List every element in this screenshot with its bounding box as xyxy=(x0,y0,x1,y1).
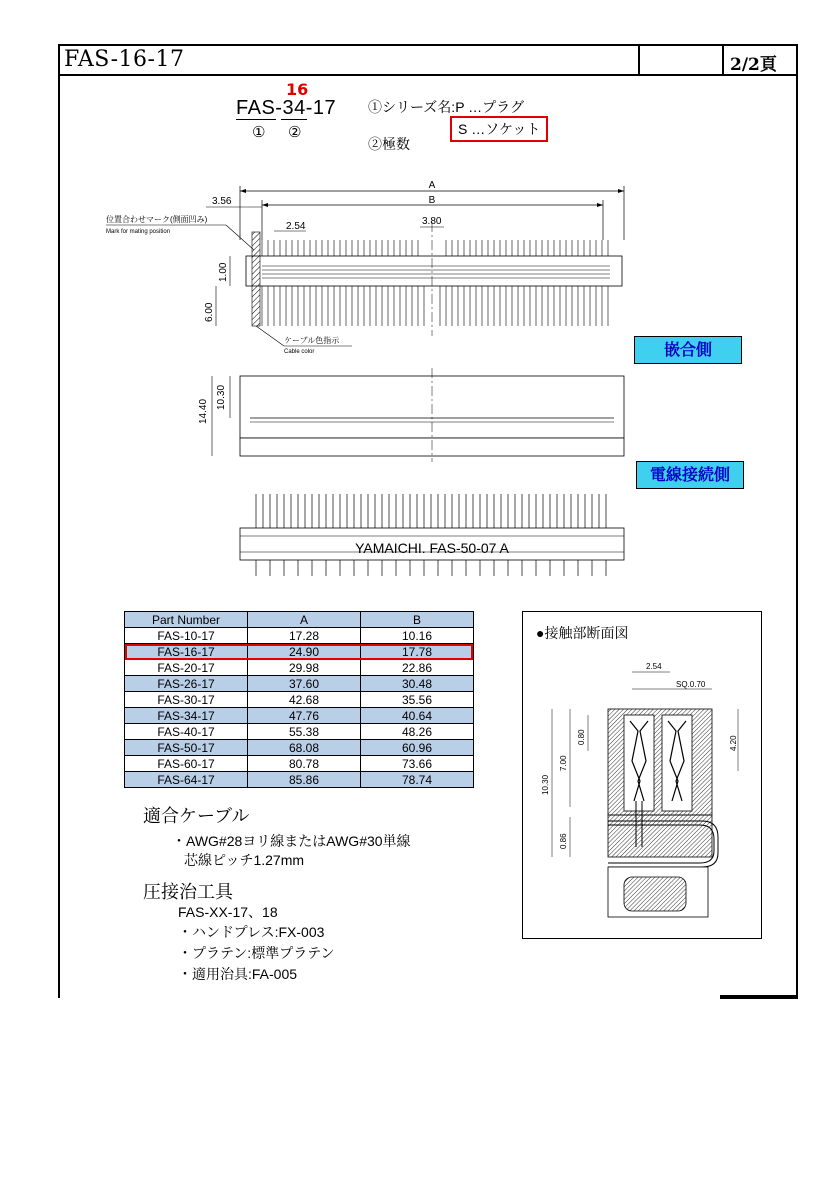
wire-side-badge: 電線接続側 xyxy=(636,461,744,489)
dim-420-cs: 4.20 xyxy=(729,735,738,751)
table-row: FAS-40-17 55.38 48.26 xyxy=(125,724,474,740)
frame-bottom-mark xyxy=(720,995,798,999)
dim-254-cs: 2.54 xyxy=(646,662,662,671)
dim-254: 2.54 xyxy=(286,221,306,232)
highlight-box xyxy=(125,644,473,660)
mating-side-badge: 嵌合側 xyxy=(634,336,742,364)
header-b: B xyxy=(361,612,474,628)
dim-1030-cs: 10.30 xyxy=(541,774,550,795)
tool-title: 圧接治工具 xyxy=(143,882,233,902)
cable-title: 適合ケーブル xyxy=(143,806,250,826)
dim-600: 6.00 xyxy=(204,302,215,322)
tool-line1: FAS-XX-17、18 xyxy=(178,904,278,920)
table-row: FAS-30-17 42.68 35.56 xyxy=(125,692,474,708)
dim-700-cs: 7.00 xyxy=(559,755,568,771)
table-row: FAS-60-17 80.78 73.66 xyxy=(125,756,474,772)
table-row-highlighted: FAS-16-17 24.90 17.78 xyxy=(125,644,474,660)
dim-sq: SQ.0.70 xyxy=(676,680,706,689)
mark-label-en: Mark for mating position xyxy=(106,229,171,235)
cable-label-en: Cable color xyxy=(284,349,315,355)
tool-line3: ・プラテン:標準プラテン xyxy=(178,945,335,961)
wire-pins-bottom xyxy=(256,560,606,576)
cable-line1: ・AWG#28ヨリ線またはAWG#30単線 xyxy=(172,833,411,849)
dim-086-cs: 0.86 xyxy=(559,833,568,849)
cross-section-drawing xyxy=(522,611,762,939)
series-socket: S …ソケット xyxy=(450,116,548,142)
table-row: FAS-64-17 85.86 78.74 xyxy=(125,772,474,788)
pole-override: 16 xyxy=(286,80,309,99)
cable-line2: 芯線ピッチ1.27mm xyxy=(184,852,305,868)
document-title: FAS-16-17 xyxy=(64,47,185,72)
series-label: ①シリーズ名:P …プラグ xyxy=(368,99,525,115)
dim-356: 3.56 xyxy=(212,196,232,207)
tool-line4: ・適用治具:FA-005 xyxy=(178,966,298,982)
dim-a-label: A xyxy=(428,180,436,191)
header-part-number: Part Number xyxy=(125,612,248,628)
body-label: YAMAICHI. FAS-50-07 A xyxy=(355,540,509,556)
dim-1030: 10.30 xyxy=(216,384,227,410)
table-row: FAS-26-17 37.60 30.48 xyxy=(125,676,474,692)
model-code: FAS-34-17 xyxy=(236,97,337,119)
lower-pins xyxy=(262,286,608,326)
index-2: ② xyxy=(288,123,302,141)
upper-pins xyxy=(262,240,608,256)
header-a: A xyxy=(248,612,361,628)
tool-line2: ・ハンドプレス:FX-003 xyxy=(178,924,325,940)
wire-pins-top xyxy=(256,494,606,528)
table-header-row xyxy=(125,612,474,628)
table-row: FAS-10-17 17.28 10.16 xyxy=(125,628,474,644)
cross-section-title: ●接触部断面図 xyxy=(536,625,629,641)
dim-b-label: B xyxy=(428,195,436,206)
table-row: FAS-20-17 29.98 22.86 xyxy=(125,660,474,676)
cable-label-jp: ケーブル色指示 xyxy=(284,336,340,345)
dimension-table xyxy=(124,611,474,788)
mark-label-jp: 位置合わせマーク(側面凹み) xyxy=(106,215,208,224)
dim-100: 1.00 xyxy=(218,262,229,282)
table-row: FAS-50-17 68.08 60.96 xyxy=(125,740,474,756)
poles-label: ②極数 xyxy=(368,136,410,152)
dim-1440: 14.40 xyxy=(198,398,209,424)
page-number: 2/2頁 xyxy=(730,55,777,75)
dim-080-cs: 0.80 xyxy=(577,729,586,745)
dim-380: 3.80 xyxy=(422,216,442,227)
table-row: FAS-34-17 47.76 40.64 xyxy=(125,708,474,724)
index-1: ① xyxy=(252,123,266,141)
